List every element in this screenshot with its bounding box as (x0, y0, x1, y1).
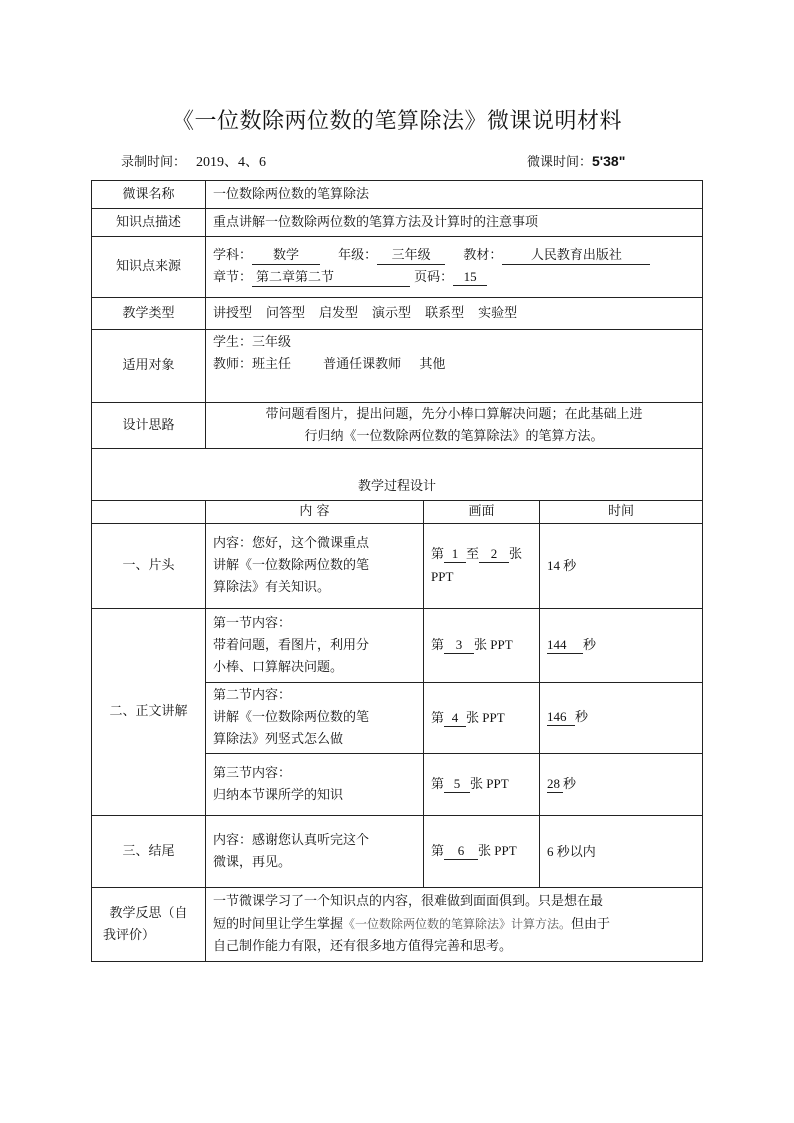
row-teaching-type (92, 298, 703, 330)
content-text: 讲解《一位数除两位数的笔 (213, 558, 370, 573)
type-item: 演示型 (372, 305, 412, 321)
header-content: 内 容 (206, 501, 424, 524)
screen-ppt: PPT (431, 569, 454, 584)
content-line (213, 555, 416, 577)
reflection-label (92, 888, 206, 962)
type-item: 实验型 (478, 305, 518, 321)
chapter-value: 第二章第二节 (252, 269, 410, 287)
content-line: 第三节内容： (213, 765, 292, 781)
screen-to-word: 至 (466, 547, 480, 562)
lesson-info-table (91, 180, 703, 962)
textbook-label: 教材： (463, 248, 503, 263)
screen-post: 张 PPT (474, 637, 513, 652)
part-main-s3-time (540, 754, 703, 816)
content-line: 讲解《一位数除两位数的笔 (213, 710, 370, 725)
page-label: 页码： (414, 270, 454, 285)
grade-label: 年级： (338, 248, 378, 263)
part-opening-label: 一、片头 (92, 524, 206, 609)
knowledge-desc-label: 知识点描述 (92, 209, 206, 237)
audience-teachers (213, 354, 695, 376)
time-value: 146 (547, 708, 575, 726)
row-part-ending (92, 816, 703, 888)
content-line: 归纳本节课所学的知识 (213, 787, 344, 803)
screen-post: 张 (509, 547, 523, 562)
row-reflection (92, 888, 703, 962)
reflection-text: 短的时间里让学生掌握 (213, 917, 344, 932)
content-line: 带着问题，看图片，利用分 (213, 637, 370, 653)
lesson-name-value: 一位数除两位数的笔算除法 (206, 181, 703, 209)
knowledge-desc-value: 重点讲解一位数除两位数的笔算方法及计算时的注意事项 (206, 209, 703, 237)
subject-label: 学科： (213, 248, 253, 263)
audience-students: 学生：三年级 (213, 335, 292, 350)
screen-num: 5 (444, 775, 470, 793)
grade-value: 三年级 (377, 247, 445, 265)
page-value: 15 (453, 268, 487, 286)
design-idea-label: 设计思路 (92, 403, 206, 449)
row-design-idea (92, 403, 703, 449)
screen-post: 张 PPT (478, 843, 517, 858)
part-main-s1-screen (424, 609, 540, 683)
header-blank (92, 501, 206, 524)
source-line-2 (213, 267, 695, 289)
screen-pre: 第 (431, 777, 445, 792)
header-time: 时间 (540, 501, 703, 524)
reflection-line: 一节微课学习了一个知识点的内容，很难做到面面俱到。只是想在最 (213, 894, 604, 909)
audience-value (206, 330, 703, 403)
reflection-line (213, 913, 695, 936)
screen-from: 1 (444, 545, 466, 563)
row-process-header (92, 501, 703, 524)
screen-num: 6 (444, 842, 478, 860)
content-line: 微课，再见。 (213, 854, 292, 870)
screen-post: 张 PPT (470, 776, 509, 791)
knowledge-source-label: 知识点来源 (92, 237, 206, 298)
design-idea-line: 带问题看图片，提出问题，先分小棒口算解决问题；在此基础上进 (265, 406, 643, 422)
type-item: 讲授型 (213, 305, 253, 321)
content-line: 第二节内容： (213, 688, 292, 703)
duration-value: 5'38" (592, 153, 626, 169)
screen-to: 2 (479, 545, 509, 563)
design-idea-line: 行归纳《一位数除两位数的笔算除法》的笔算方法。 (304, 428, 604, 444)
screen-pre: 第 (431, 547, 445, 562)
reflection-line: 自己制作能力有限，还有很多地方值得完善和思考。 (213, 939, 513, 954)
record-date: 2019、4、6 (196, 155, 267, 170)
part-main-s3-content (206, 754, 424, 816)
duration-label: 微课时间： (527, 155, 593, 170)
time-unit: 秒 (583, 637, 597, 653)
part-ending-content (206, 816, 424, 888)
reflection-value (206, 888, 703, 962)
reflection-label-line: 我评价） (103, 927, 156, 943)
content-line: 算除法》列竖式怎么做 (213, 732, 344, 747)
teacher-item: 教师：班主任 (213, 357, 292, 372)
record-time-label: 录制时间： (121, 155, 187, 170)
row-part-opening (92, 524, 703, 609)
part-main-s2-screen (424, 683, 540, 754)
part-ending-label: 三、结尾 (92, 816, 206, 888)
row-process-title (92, 449, 703, 501)
reflection-label-line: 教学反思（自 (109, 905, 188, 921)
part-main-label: 二、正文讲解 (92, 609, 206, 816)
textbook-value: 人民教育出版社 (502, 247, 650, 265)
knowledge-source-value (206, 237, 703, 298)
row-part-main-1 (92, 609, 703, 683)
part-main-s1-time (540, 609, 703, 683)
teaching-type-value (206, 298, 703, 330)
screen-post: 张 PPT (466, 709, 505, 725)
record-time (121, 151, 266, 171)
teacher-item: 其他 (419, 357, 446, 372)
row-audience (92, 330, 703, 403)
lesson-duration (527, 151, 625, 170)
screen-num: 4 (444, 709, 466, 727)
time-unit: 秒 (563, 776, 577, 792)
part-main-s3-screen (424, 754, 540, 816)
time-value: 28 (547, 775, 563, 793)
lesson-name-label: 微课名称 (92, 181, 206, 209)
part-opening-screen (424, 524, 540, 609)
header-screen: 画面 (424, 501, 540, 524)
teacher-item: 普通任课教师 (323, 357, 402, 372)
type-item: 启发型 (319, 305, 359, 321)
reflection-title-ref: 《一位数除两位数的笔算除法》计算方法。 (343, 917, 572, 931)
subject-value: 数学 (252, 247, 320, 265)
part-ending-screen (424, 816, 540, 888)
source-line-1 (213, 245, 695, 267)
content-line: 内容：您好，这个微课重点 (213, 536, 370, 551)
screen-num: 3 (444, 636, 474, 654)
design-idea-value (206, 403, 703, 449)
part-opening-time: 14 秒 (540, 524, 703, 609)
time-value: 144 (547, 636, 583, 654)
screen-pre: 第 (431, 710, 445, 726)
row-knowledge-desc (92, 209, 703, 237)
part-opening-content (206, 524, 424, 609)
document-title: 《一位数除两位数的笔算除法》微课说明材料 (171, 109, 622, 134)
teaching-type-label: 教学类型 (92, 298, 206, 330)
content-line: 算除法》有关知识。 (213, 580, 331, 595)
row-lesson-name (92, 181, 703, 209)
content-line: 第一节内容： (213, 615, 292, 631)
part-main-s2-content (206, 683, 424, 754)
screen-pre: 第 (431, 638, 445, 653)
content-line: 内容：感谢您认真听完这个 (213, 832, 370, 848)
screen-pre: 第 (431, 844, 445, 859)
row-knowledge-source (92, 237, 703, 298)
type-item: 问答型 (266, 305, 306, 321)
part-main-s2-time (540, 683, 703, 754)
type-item: 联系型 (425, 305, 465, 321)
process-title: 教学过程设计 (92, 449, 703, 501)
reflection-text: 但由于 (571, 917, 611, 932)
audience-label: 适用对象 (92, 330, 206, 403)
chapter-label: 章节： (213, 270, 253, 285)
part-main-s1-content (206, 609, 424, 683)
time-unit: 秒 (575, 710, 589, 725)
content-line: 小棒、口算解决问题。 (213, 659, 344, 675)
part-ending-time: 6 秒以内 (540, 816, 703, 888)
